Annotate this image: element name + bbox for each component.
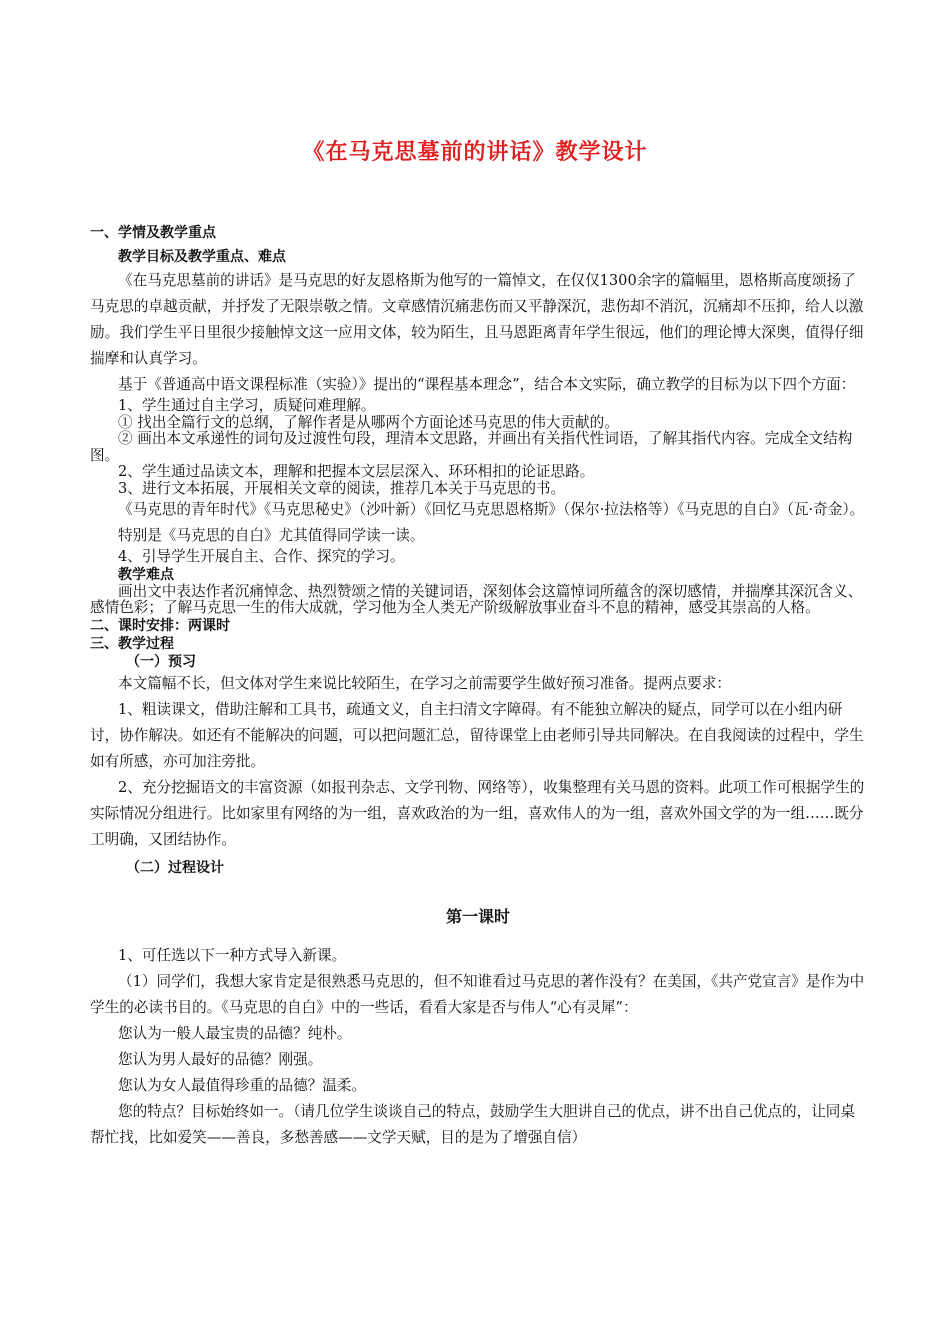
qa-line: 您的特点？目标始终如一。（请几位学生谈谈自己的特点，鼓励学生大胆讲自己的优点，讲不出自己优点的，让同桌帮忙找，比如爱笑——善良，多愁善感——文学天赋，目的是为了增强自信） — [90, 1102, 855, 1146]
section-2-heading: 二、课时安排：两课时 — [90, 617, 230, 634]
process-subheading: （二）过程设计 — [126, 859, 224, 876]
difficulty-text: 画出文中表达作者沉痛悼念、热烈赞颂之情的关键词语，深刻体会这篇悼词所蕴含的深切感情，并揣摩其深沉含义、感情色彩；了解马克思一生的伟大成就，学习他为全人类无产阶级解放事业奋斗不息的精神，感受其崇高的人格。 — [90, 582, 863, 616]
goal-item: 4、引导学生开展自主、合作、探究的学习。 — [118, 548, 405, 565]
intro-paragraph: 《在马克思墓前的讲话》是马克思的好友恩格斯为他写的一篇悼文，在仅仅1300余字的篇幅里，恩格斯高度颂扬了马克思的卓越贡献，并抒发了无限崇敬之情。文章感情沉痛悲伤而又平静深沉，悲伤却不消沉，沉痛却不压抑，给人以激励。我们学生平日里很少接触悼文这一应用文体，较为陌生，且马恩距离青年学生很远，他们的理论博大深奥，值得仔细揣摩和认真学习。 — [90, 272, 864, 367]
goal-item: 3、进行文本拓展，开展相关文章的阅读，推荐几本关于马克思的书。 — [118, 479, 566, 497]
qa-line: 您认为女人最值得珍重的品德？温柔。 — [118, 1076, 367, 1094]
preview-intro: 本文篇幅不长，但文体对学生来说比较陌生，在学习之前需要学生做好预习准备。提两点要求： — [118, 674, 731, 692]
preview-subheading: （一）预习 — [126, 653, 196, 670]
qa-line: 您认为一般人最宝贵的品德？纯朴。 — [118, 1024, 352, 1042]
goal-item: 1、学生通过自主学习，质疑问难理解。 — [118, 397, 376, 414]
goal-item: ② 画出本文承递性的词句及过渡性句段，理清本文思路，并画出有关指代性词语，了解其指代内容。完成全文结构图。 — [90, 430, 853, 464]
lesson-intro: 1、可任选以下一种方式导入新课。 — [118, 946, 347, 964]
goals-list — [90, 398, 866, 431]
preview-item-1: 1、粗读课文，借助注解和工具书，疏通文义，自主扫清文字障碍。有不能独立解决的疑点，同学可以在小组内研讨，协作解决。如还有不能解决的问题，可以把问题汇总，留待课堂上由老师引导共同解决。在自我阅读的过程中，学生如有所感，亦可加注旁批。 — [90, 700, 864, 770]
basis-paragraph: 基于《普通高中语文课程标准（实验）》提出的“课程基本理念”，结合本文实际，确立教学的目标为以下四个方面： — [118, 376, 856, 393]
goal-item: 2、学生通过品读文本，理解和把握本文层层深入、环环相扣的论证思路。 — [118, 463, 595, 480]
option-1: （1）同学们，我想大家肯定是很熟悉马克思的，但不知谁看过马克思的著作没有？在美国，《共产党宣言》是作为中学生的必读书目的。《马克思的自白》中的一些话，看看大家是否与伟人“心有灵犀”： — [90, 972, 865, 1016]
goal-item: ① 找出全篇行文的总纲，了解作者是从哪两个方面论述马克思的伟大贡献的。 — [118, 413, 619, 431]
special-note: 特别是《马克思的自白》尤其值得同学读一读。 — [118, 527, 425, 544]
lesson-1-heading: 第一课时 — [445, 906, 510, 926]
section-1-heading: 一、学情及教学重点 — [90, 225, 216, 241]
page-title: 《在马克思墓前的讲话》教学设计 — [302, 140, 648, 165]
section-3-heading: 三、教学过程 — [90, 635, 174, 652]
document-body — [90, 224, 866, 1151]
goals-subheading: 教学目标及教学重点、难点 — [118, 249, 286, 265]
qa-line: 您认为男人最好的品德？刚强。 — [118, 1050, 323, 1068]
preview-item-2: 2、充分挖掘语文的丰富资源（如报刊杂志、文学刊物、网络等），收集整理有关马恩的资料。此项工作可根据学生的实际情况分组进行。比如家里有网络的为一组，喜欢政治的为一组，喜欢伟人的为一组，喜欢外国文学的为一组……既分工明确，又团结协作。 — [90, 778, 865, 848]
book-list: 《马克思的青年时代》《马克思秘史》（沙叶新）《回忆马克思恩格斯》（保尔·拉法格等）《马克思的自白》（瓦·奇金）。 — [118, 501, 865, 518]
difficulty-heading: 教学难点 — [118, 566, 174, 583]
